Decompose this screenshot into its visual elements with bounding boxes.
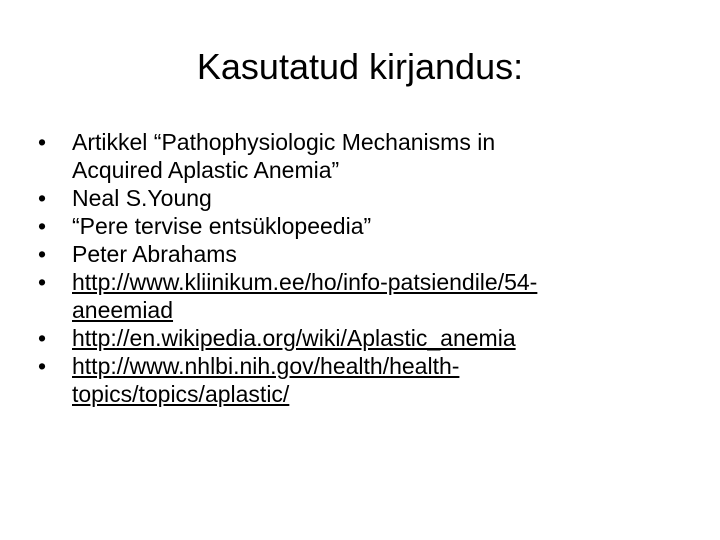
bullet-icon: • [37, 325, 47, 351]
reference-link-line[interactable]: aneemiad [72, 297, 174, 323]
bullet-icon: • [37, 353, 47, 379]
bullet-icon: • [37, 185, 47, 211]
slide-title: Kasutatud kirjandus: [196, 46, 524, 87]
reference-list [30, 128, 690, 408]
bullet-icon: • [37, 241, 47, 267]
reference-text-line: Acquired Aplastic Anemia” [72, 157, 340, 183]
bullet-icon: • [37, 269, 47, 295]
reference-text-line: “Pere tervise entsüklopeedia” [72, 213, 372, 239]
reference-text-line: Peter Abrahams [72, 241, 237, 267]
reference-item-link-wikipedia[interactable] [30, 324, 690, 352]
reference-item-article [30, 128, 690, 184]
reference-item-author [30, 184, 690, 212]
bullet-icon: • [37, 129, 47, 155]
reference-link-line[interactable]: http://www.kliinikum.ee/ho/info-patsiendile/54- [72, 269, 538, 295]
bullet-icon: • [37, 213, 47, 239]
reference-item-link-kliinikum[interactable] [30, 268, 690, 324]
reference-text-line: Neal S.Young [72, 185, 212, 211]
reference-item-author [30, 240, 690, 268]
reference-item-encyclopedia [30, 212, 690, 240]
reference-link-line[interactable]: http://en.wikipedia.org/wiki/Aplastic_anemia [72, 325, 516, 351]
reference-link-line[interactable]: topics/topics/aplastic/ [72, 381, 290, 407]
reference-item-link-nhlbi[interactable] [30, 352, 690, 408]
reference-text-line: Artikkel “Pathophysiologic Mechanisms in [72, 129, 496, 155]
reference-link-line[interactable]: http://www.nhlbi.nih.gov/health/health- [72, 353, 460, 379]
